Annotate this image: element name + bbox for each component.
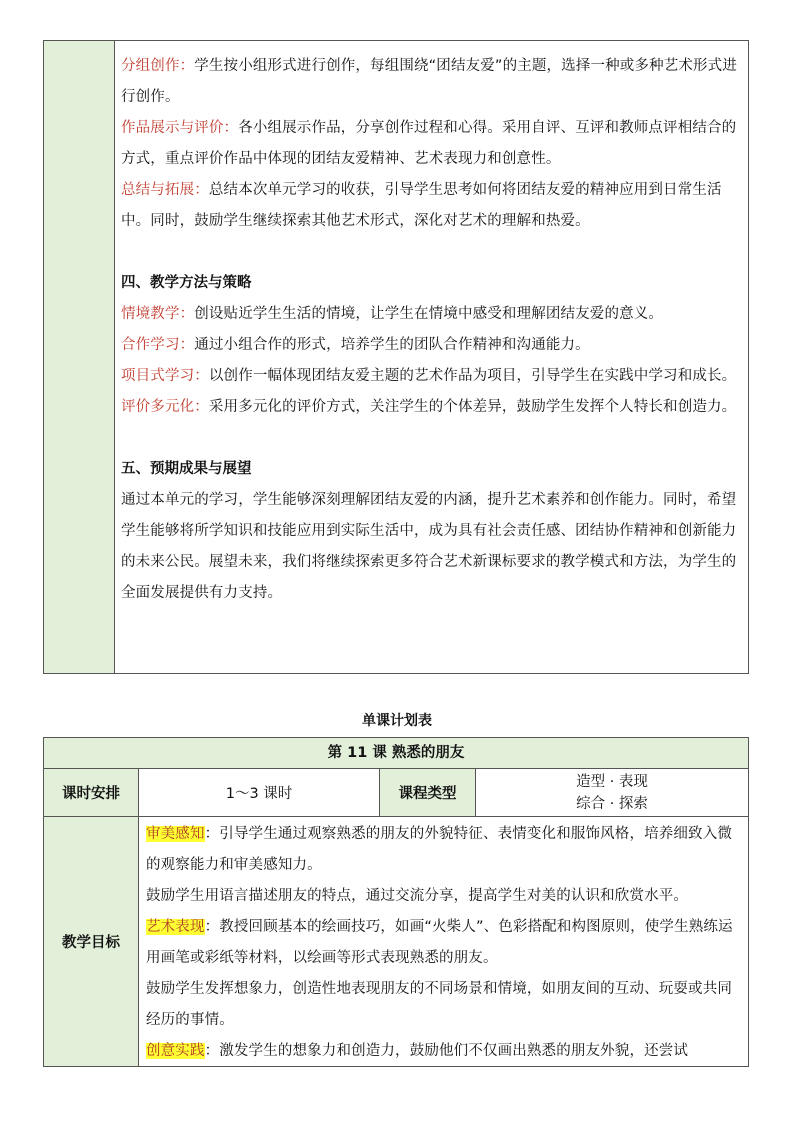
method-item: 评价多元化：采用多元化的评价方式，关注学生的个体差异，鼓励学生发挥个人特长和创造力。 xyxy=(121,399,737,415)
schedule-value: 1～3 课时 xyxy=(139,769,380,816)
paragraph-summary: 总结与拓展：总结本次单元学习的收获，引导学生思考如何将团结友爱的精神应用到日常生活中。同时，鼓励学生继续探索其他艺术形式，深化对艺术的理解和热爱。 xyxy=(121,182,722,229)
section5-text: 通过本单元的学习，学生能够深刻理解团结友爱的内涵，提升艺术素养和创作能力。同时，希望学生能够将所学知识和技能应用到实际生活中，成为具有社会责任感、团结协作精神和创新能力的未来公民。展望未来，我们将继续探索更多符合艺术新课标要求的教学模式和方法，为学生的全面发展提供有力支持。 xyxy=(121,492,737,601)
paragraph-showcase: 作品展示与评价：各小组展示作品，分享创作过程和心得。采用自评、互评和教师点评相结合的方式，重点评价作品中体现的团结友爱精神、艺术表现力和创意性。 xyxy=(121,120,737,167)
type-label: 课程类型 xyxy=(380,769,476,816)
goal-creative-label: 创意实践 xyxy=(146,1043,205,1059)
lesson-title: 第 11 课 熟悉的朋友 xyxy=(44,738,748,769)
section4-heading: 四、教学方法与策略 xyxy=(121,275,252,291)
goal-art-label: 艺术表现 xyxy=(146,919,205,935)
goals-label: 教学目标 xyxy=(44,817,139,1066)
table-caption: 单课计划表 xyxy=(362,713,432,729)
lesson-info-row xyxy=(44,769,748,817)
lesson-plan-table xyxy=(43,737,749,1067)
section5-heading: 五、预期成果与展望 xyxy=(121,461,252,477)
table-left-column xyxy=(44,41,115,673)
schedule-label: 课时安排 xyxy=(44,769,139,816)
goals-content: 审美感知：引导学生通过观察熟悉的朋友的外貌特征、表情变化和服饰风格，培养细致入微的观察能力和审美感知力。 鼓励学生用语言描述朋友的特点，通过交流分享，提高学生对美的认识和欣赏水平。 艺术表现：教授回顾基本的绘画技巧，如画“火柴人”、色彩搭配和构图原则，使学生熟练运用画笔或彩纸等材料，以绘画等形式表现熟悉的朋友。 鼓励学生发挥想象力，创造性地表现朋友的不同场景和情境，如朋友间的互动、玩耍或共同经历的事情。 创意实践：激发学生的想象力和创造力，鼓励他们不仅画出熟悉的朋友外貌，还尝试 xyxy=(146,826,733,1059)
goal-aesthetic-label: 审美感知 xyxy=(146,826,205,842)
table-content-cell xyxy=(115,41,748,673)
type-value: 造型 · 表现 综合 · 探索 xyxy=(576,773,648,812)
continuation-table xyxy=(43,40,749,674)
method-item: 项目式学习：以创作一幅体现团结友爱主题的艺术作品为项目，引导学生在实践中学习和成长。 xyxy=(121,368,737,384)
method-item: 情境教学：创设贴近学生生活的情境，让学生在情境中感受和理解团结友爱的意义。 xyxy=(121,306,664,322)
method-item: 合作学习：通过小组合作的形式，培养学生的团队合作精神和沟通能力。 xyxy=(121,337,590,353)
goals-row xyxy=(44,817,748,1066)
paragraph-group-creation: 分组创作：学生按小组形式进行创作，每组围绕“团结友爱”的主题，选择一种或多种艺术形式进行创作。 xyxy=(121,58,737,105)
